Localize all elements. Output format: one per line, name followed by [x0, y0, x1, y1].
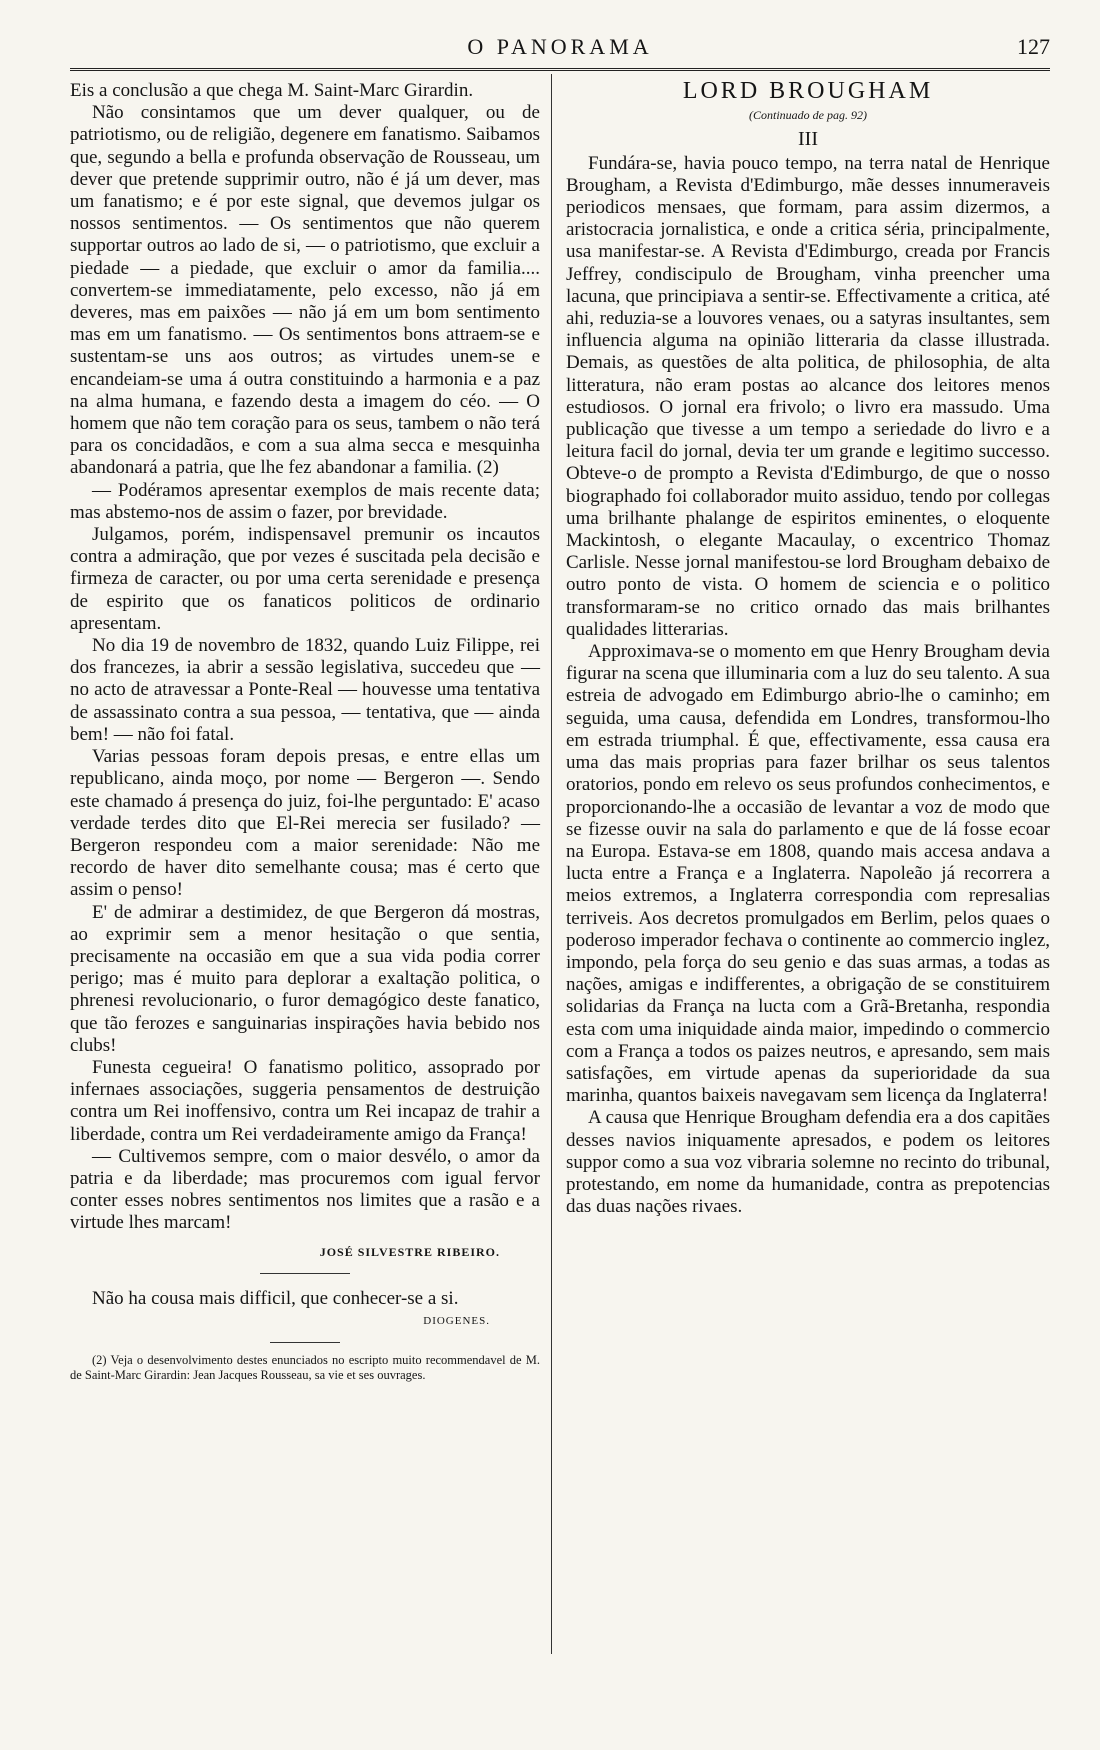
page-number: 127 — [1017, 34, 1050, 59]
paragraph: Approximava-se o momento em que Henry Brougham devia figurar na scena que illuminaria com a luz do seu talento. A sua estreia de advogado em Edimburgo abrio-lhe o caminho; em seguida, uma causa, defendida em Londres, transformou-lho em estrada triumphal. É que, effectivamente, essa causa era uma das mais proprias para fazer brilhar os seus talentos oratorios, pondo em relevo os seus profundos conhecimentos, e proporcionando-lhe a occasião de levantar a voz de modo que se fizesse ouvir na sala do parlamento e que de lá fosse ecoar na Europa. Estava-se em 1808, quando mais accesa andava a lucta entre a França e a Inglaterra. Napoleão já recorrera a meios extremos, a Inglaterra correspondia com represalias terriveis. Aos decretos promulgados em Berlim, pelos quaes o poderoso imperador fechava o continente ao commercio inglez, impondo, pela força do seu genio e das suas armas, a todas as nações, amigas e indifferentes, a obrigação de se constituirem solidarias da França na lucta com a Grã-Bretanha, respondia esta com uma iniquidade ainda maior, impedindo o commercio com a França a todos os paizes neutros, e apresando, sem mais satisfações, em virtude apenas da superioridade da sua marinha, quantos baixeis navegavam sem licença da Inglaterra! — [566, 641, 1050, 1107]
separator-rule — [260, 1273, 350, 1274]
right-column — [566, 80, 1050, 1218]
paragraph: Julgamos, porém, indispensavel premunir os incautos contra a admiração, que por vezes é suscitada pela decisão e firmeza de caracter, ou por uma certa serenidade e presença de espirito que os fanaticos politicos de ordinario apresentam. — [70, 524, 540, 634]
separator-rule — [270, 1342, 340, 1343]
paragraph: No dia 19 de novembro de 1832, quando Luiz Filippe, rei dos francezes, ia abrir a sessão legislativa, succedeu que — no acto de atravessar a Ponte-Real — houvesse uma tentativa de assassinato contra a sua pessoa, — tentativa, que — ainda bem! — não foi fatal. — [70, 635, 540, 745]
maxim-quote: Não ha cousa mais difficil, que conhecer-se a si. — [92, 1287, 459, 1309]
paragraph: Funesta cegueira! O fanatismo politico, assoprado por infernaes associações, suggeria pensamentos de destruição contra um Rei inoffensivo, contra um Rei incapaz de trahir a liberdade, contra um Rei verdadeiramente amigo da França! — [70, 1056, 540, 1145]
footnote: (2) Veja o desenvolvimento destes enunciados no escripto muito recommendavel de M. de Saint-Marc Girardin: Jean Jacques Rousseau, sa vie et ses ouvrages. — [70, 1353, 540, 1383]
paragraph: E' de admirar a destimidez, de que Bergeron dá mostras, ao exprimir sem a menor hesitação o que sentia, precisamente na occasião em que a sua vida podia correr perigo; mas é muito para deplorar a exaltação politica, o phrenesi revolucionario, o furor demagógico deste fanatico, que tão ferozes e sanguinarias inspirações havia bebido nos clubs! — [70, 901, 540, 1056]
article-title: LORD BROUGHAM — [682, 78, 934, 104]
paragraph: A causa que Henrique Brougham defendia era a dos capitães desses navios iniquamente apresados, e podem os leitores suppor como a sua voz vibraria solemne no recinto do tribunal, protestando, em nome da humanidade, contra as prepotencias das duas nações rivaes. — [566, 1107, 1050, 1218]
column-divider — [551, 74, 552, 1654]
article-subtitle: (Continuado de pag. 92) — [749, 108, 867, 123]
paragraph: Varias pessoas foram depois presas, e entre ellas um republicano, ainda moço, por nome — Bergeron —. Sendo este chamado á presença do juiz, foi-lhe perguntado: E' acaso verdade terdes dito que El-Rei merecia ser fusilado? — Bergeron respondeu com a maior serenidade: Não me recordo de haver dito semelhante cousa; mas é certo que assim o penso! — [70, 746, 540, 901]
publication-title: O PANORAMA — [467, 34, 653, 59]
paragraph: Não consintamos que um dever qualquer, ou de patriotismo, ou de religião, degenere em fanatismo. Saibamos que, segundo a bella e profunda observação de Rousseau, um dever que pretende supprimir outro, não é já um dever, mas um fanatismo; e é por este signal, que devemos julgar os nossos sentimentos. — Os sentimentos que não querem supportar outros ao lado de si, — o patriotismo, que excluir a piedade — a piedade, que excluir o amor da familia.... convertem-se immediatamente, pelo excesso, não já em deveres, mas em paixões — não já em um bom sentimento mas em um fanatismo. — Os sentimentos bons attraem-se e sustentam-se uns aos outros; as virtudes unem-se e encandeiam-se uma á outra constituindo a harmonia e a paz na alma humana, e fazendo desta a imagem do céo. — O homem que não tem coração para os seus, tambem o não terá para os concidadãos, e com a sua alma secca e mesquinha abandonará a patria, que lhe fez abandonar a familia. (2) — [70, 102, 540, 479]
page-header — [70, 34, 1050, 68]
header-rule — [70, 68, 1050, 71]
paragraph: — Cultivemos sempre, com o maior desvélo, o amor da patria e da liberdade; mas procuremos com igual fervor conter esses nobres sentimentos nos limites que a rasão e a virtude lhes marcam! — [70, 1145, 540, 1234]
paragraph: — Podéramos apresentar exemplos de mais recente data; mas abstemo-nos de assim o fazer, por brevidade. — [70, 479, 540, 523]
paragraph: Fundára-se, havia pouco tempo, na terra natal de Henrique Brougham, a Revista d'Edimburgo, mãe desses innumeraveis periodicos mensaes, que formam, para assim dizermos, a aristocracia jornalistica, e onde a critica séria, principalmente, usa manifestar-se. A Revista d'Edimburgo, creada por Francis Jeffrey, condiscipulo de Brougham, vinha preencher uma lacuna, que principiava a sentir-se. Effectivamente a critica, até ahi, reduzia-se a louvores venaes, ou a satyras insultantes, sem influencia alguma na opinião litteraria da classe illustrada. Demais, as questões de alta politica, de philosophia, de alta litteratura, não eram postas ao alcance dos leitores menos estudiosos. O jornal era frivolo; o livro era massudo. Uma publicação que tivesse a um tempo a seriedade do livro e a leitura facil do jornal, devia ter um grande e legitimo successo. Obteve-o de prompto a Revista d'Edimburgo, de que o nosso biographado foi collaborador muito assiduo, tendo por collegas uma brilhante phalange de espiritos eminentes, o eloquente Mackintosh, o elegante Macaulay, o excentrico Thomaz Carlisle. Nesse jornal manifestou-se lord Brougham debaixo de outro ponto de vista. O homem de sciencia e o politico transformaram-se no critico ornado das mais brilhantes qualidades litterarias. — [566, 152, 1050, 640]
author-signature: JOSÉ SILVESTRE RIBEIRO. — [319, 1244, 500, 1259]
paragraph: Eis a conclusão a que chega M. Saint-Marc Girardin. — [70, 80, 474, 101]
quote-author: DIOGENES. — [423, 1314, 490, 1327]
left-column — [70, 80, 540, 1383]
section-number: III — [798, 128, 818, 151]
